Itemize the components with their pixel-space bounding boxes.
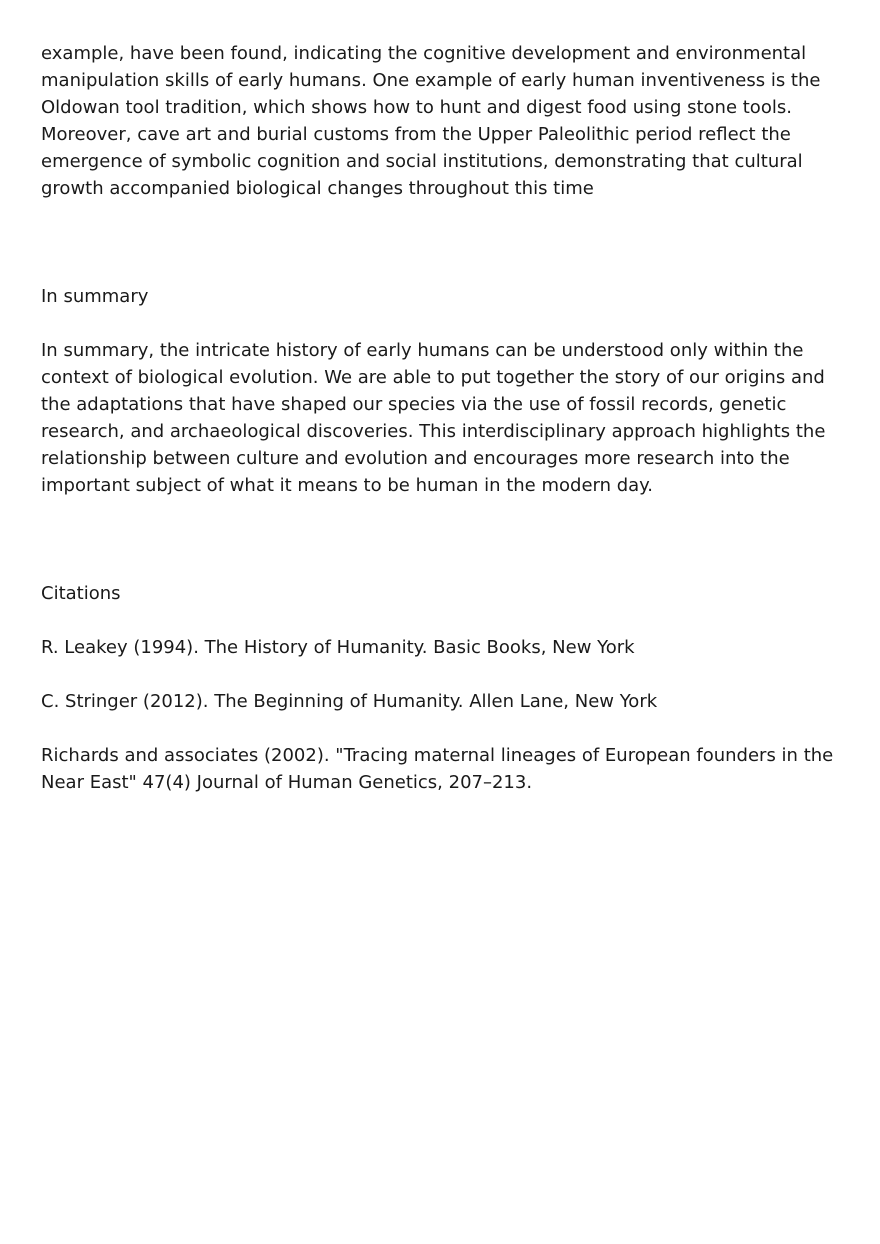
summary-heading: In summary — [41, 286, 149, 307]
citation-item: R. Leakey (1994). The History of Humanity. Basic Books, New York — [41, 637, 635, 658]
citation-item: Richards and associates (2002). "Tracing maternal lineages of European founders in the Near East" 47(4) Journal of Human Genetics, 207–213. — [41, 745, 834, 793]
summary-paragraph: In summary, the intricate history of early humans can be understood only within the context of biological evolution. We are able to put together the story of our origins and the adaptations that have shaped our species via the use of fossil records, genetic research, and archaeological discoveries. This interdisciplinary approach highlights the relationship between culture and evolution and encourages more research into the important subject of what it means to be human in the modern day. — [41, 340, 826, 496]
citations-list — [41, 634, 841, 796]
intro-paragraph: example, have been found, indicating the cognitive development and environmental manipulation skills of early humans. One example of early human inventiveness is the Oldowan tool tradition, which shows how to hunt and digest food using stone tools. Moreover, cave art and burial customs from the Upper Paleolithic period reflect the emergence of symbolic cognition and social institutions, demonstrating that cultural growth accompanied biological changes throughout this time — [41, 43, 821, 199]
citation-item: C. Stringer (2012). The Beginning of Humanity. Allen Lane, New York — [41, 691, 658, 712]
document-page — [41, 40, 841, 796]
citations-heading: Citations — [41, 583, 121, 604]
